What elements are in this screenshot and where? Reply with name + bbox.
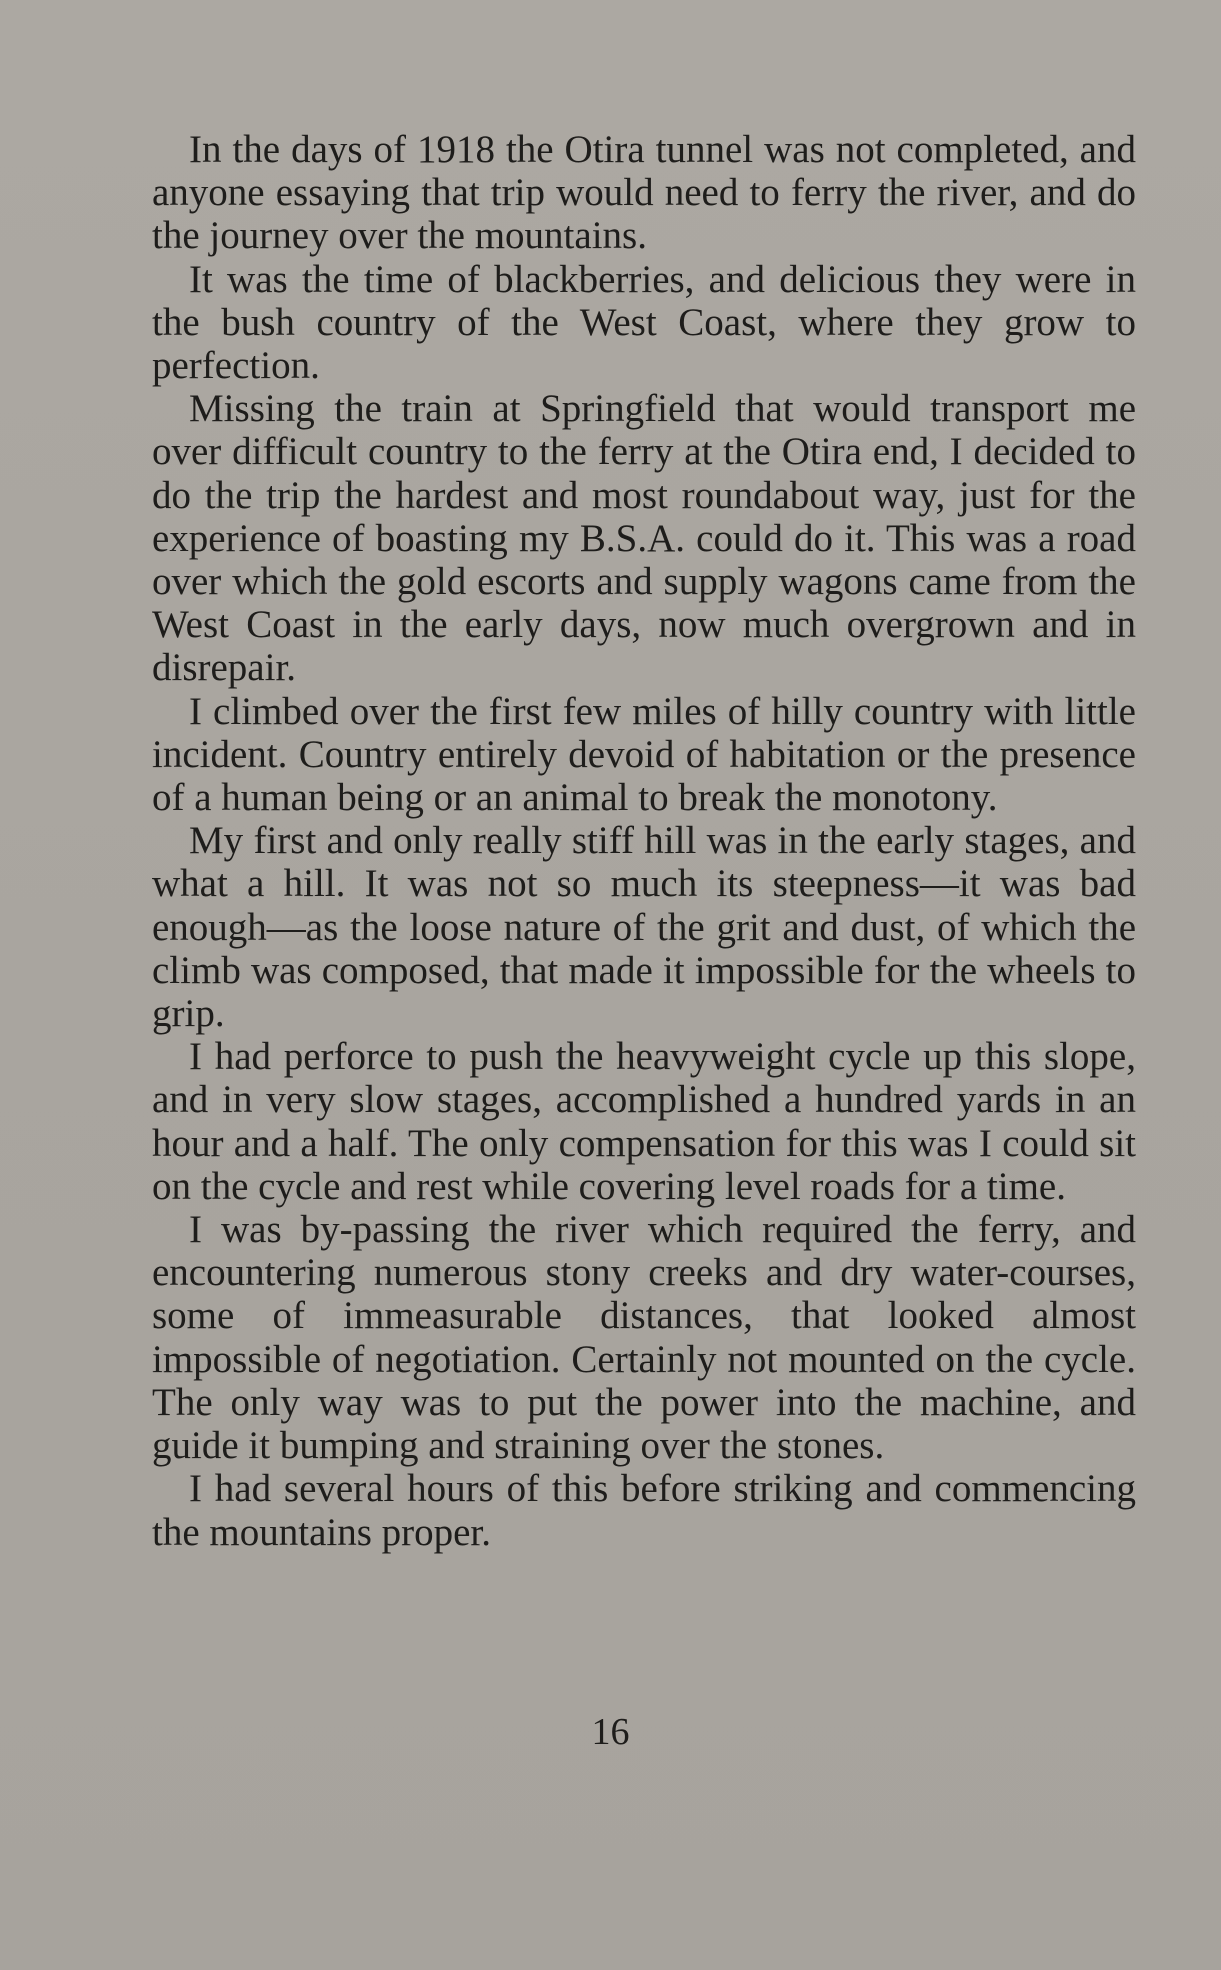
paragraph-4: I climbed over the first few miles of hilly country with little incident. Country entirely devoid of habitation or the presence of a human being or an animal to break the monotony. [152, 689, 1136, 820]
page-number: 16 [591, 1711, 630, 1753]
paragraph-8: I had several hours of this before striking and commencing the mountains proper. [152, 1467, 1136, 1554]
paragraph-1: In the days of 1918 the Otira tunnel was not completed, and anyone essaying that trip would need to ferry the river, and do the journey over the mountains. [152, 128, 1136, 258]
paragraph-5: My first and only really stiff hill was in the early stages, and what a hill. It was not so much its steepness—it was bad enough—as the loose nature of the grit and dust, of which the climb was composed, that made it impossible for the wheels to grip. [152, 819, 1136, 1036]
body-text [152, 128, 1136, 1554]
paragraph-2: It was the time of blackberries, and delicious they were in the bush country of the West Coast, where they grow to perfection. [152, 257, 1136, 388]
paragraph-3: Missing the train at Springfield that would transport me over difficult country to the ferry at the Otira end, I decided to do the trip the hardest and most roundabout way, just for the experience of boasting my B.S.A. could do it. This was a road over which the gold escorts and supply wagons came from the West Coast in the early days, now much overgrown and in disrepair. [152, 387, 1136, 690]
paragraph-7: I was by-passing the river which required the ferry, and encountering numerous stony creeks and dry water-courses, some of immeasurable distances, that looked almost impossible of negotiation. Certainly not mounted on the cycle. The only way was to put the power into the machine, and guide it bumping and straining over the stones. [152, 1208, 1136, 1468]
paragraph-6: I had perforce to push the heavyweight cycle up this slope, and in very slow stages, accomplished a hundred yards in an hour and a half. The only compensation for this was I could sit on the cycle and rest while covering level roads for a time. [152, 1035, 1136, 1208]
